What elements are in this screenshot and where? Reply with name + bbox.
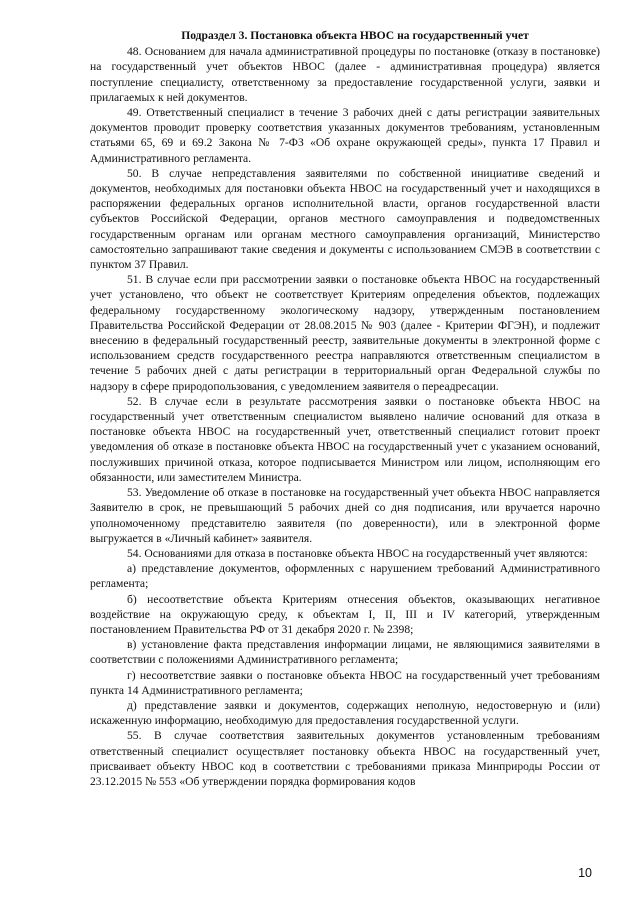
paragraph-55: 55. В случае соответствия заявительных документов установленным требованиям ответственный специалист осуществляет постановку объекта НВОС на государственный учет, присваивает объекту НВОС код в соответствии с требованиями приказа Минприроды России от 23.12.2015 № 553 «Об утверждении порядка формирования кодов xyxy=(90,729,600,788)
paragraph-48: 48. Основанием для начала административной процедуры по постановке (отказу в постановке) на государственный учет объектов НВОС (далее - административная процедура) является поступление специалисту, ответственному за предоставление государственной услуги, заявки и прилагаемых к ней документов. xyxy=(90,45,600,104)
paragraph-52: 52. В случае если в результате рассмотрения заявки о постановке объекта НВОС на государственный учет ответственным специалистом выявлено наличие оснований для отказа в постановке объекта НВОС на государственный учет, ответственный специалист готовит проект уведомления об отказе в постановке объекта НВОС на государственный учет с указанием оснований, послуживших причиной отказа, которое подписывается Министром или лицом, исполняющим его обязанности, или заместителем Министра. xyxy=(90,394,600,484)
list-item-g: г) несоответствие заявки о постановке объекта НВОС на государственный учет требованиям пункта 14 Административного регламента; xyxy=(90,668,600,697)
paragraph-54: 54. Основаниями для отказа в постановке объекта НВОС на государственный учет являются: xyxy=(127,546,588,560)
section-heading: Подраздел 3. Постановка объекта НВОС на государственный учет xyxy=(181,29,529,42)
list-item-d: д) представление заявки и документов, содержащих неполную, недостоверную и (или) искаженную информацию, необходимую для предоставления государственной услуги. xyxy=(90,698,600,728)
paragraph-53: 53. Уведомление об отказе в постановке на государственный учет объекта НВОС направляется Заявителю в срок, не превышающий 5 рабочих дней со дня подписания, или вручается нарочно уполномоченному представителю заявителя (по доверенности), или в электронной форме выгружается в «Личный кабинет» заявителя. xyxy=(90,486,600,545)
list-item-a: а) представление документов, оформленных с нарушением требований Административного регламента; xyxy=(90,562,600,591)
paragraph-50: 50. В случае непредставления заявителями по собственной инициативе сведений и документов, необходимых для постановки объекта НВОС на государственный учет и находящихся в распоряжении федеральных органов исполнительной власти, органов государственной власти субъектов Российской Федерации, органов местного самоуправления и подведомственных государственным органам или органам местного самоуправления организаций, Министерство самостоятельно запрашивают такие сведения и документы с использованием СМЭВ в соответствии с пунктом 37 Правил. xyxy=(90,166,600,272)
list-item-b: б) несоответствие объекта Критериям отнесения объектов, оказывающих негативное воздействие на окружающую среду, к объектам I, II, III и IV категорий, утвержденным постановлением Правительства РФ от 31 декабря 2020 г. № 2398; xyxy=(90,592,600,636)
paragraph-49: 49. Ответственный специалист в течение 3 рабочих дней с даты регистрации заявительных документов проводит проверку соответствия указанных документов требованиям, установленным статьями 65, 69 и 69.2 Закона № 7-ФЗ «Об охране окружающей среды», пункта 17 Правил и Административного регламента. xyxy=(90,106,600,165)
list-item-v: в) установление факта представления информации лицами, не являющимися заявителями в соответствии с положениями Административного регламента; xyxy=(90,638,600,667)
page-number: 10 xyxy=(578,866,592,880)
paragraph-51: 51. В случае если при рассмотрении заявки о постановке объекта НВОС на государственный учет установлено, что объект не соответствует Критериям определения объектов, подлежащих федеральному государственному экологическому надзору, утвержденным постановлением Правительства Российской Федерации от 28.08.2015 № 903 (далее - Критерии ФГЭН), и подлежит внесению в федеральный государственный реестр, заявительные документы в электронной форме с использованием средств государственного реестра направляются ответственным специалистом в течение 5 рабочих дней с даты регистрации в территориальный орган Федеральной службы по надзору в сфере природопользования, с уведомлением заявителя о переадресации. xyxy=(90,273,600,393)
